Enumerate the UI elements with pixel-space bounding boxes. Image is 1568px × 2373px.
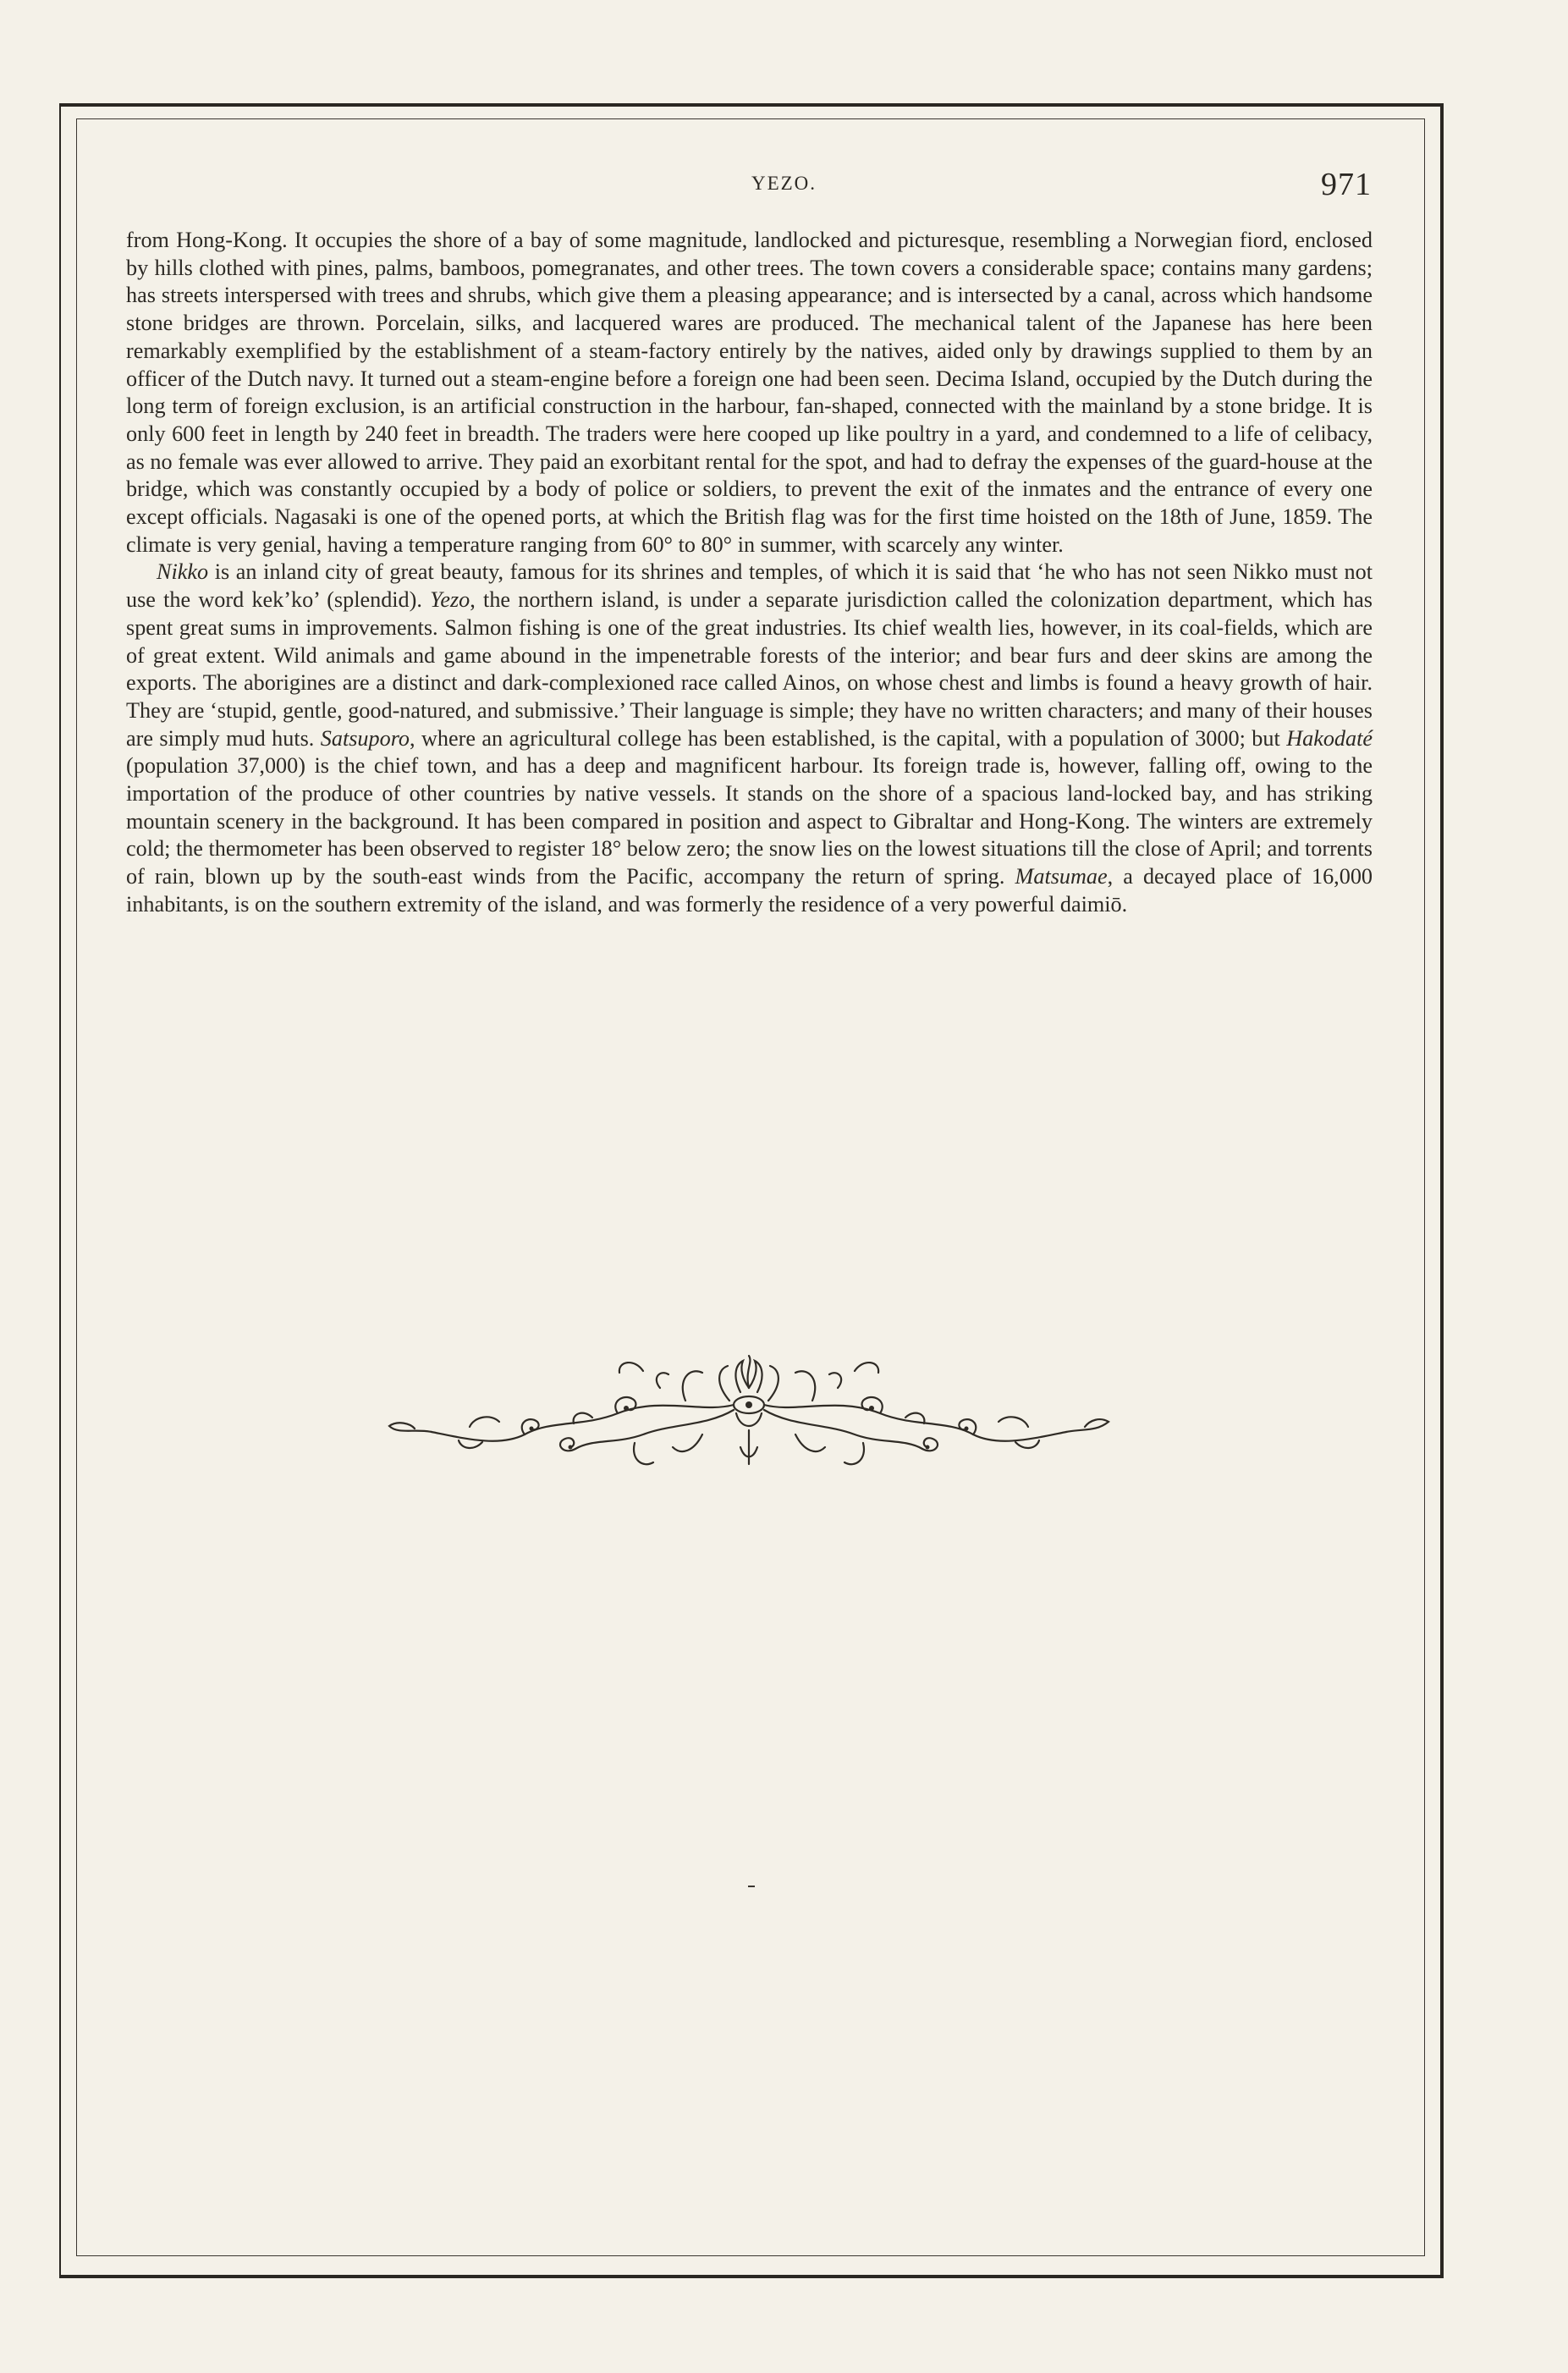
decorative-ornament-icon [381, 1354, 1117, 1481]
text-segment: , a decayed place of 16,000 inhabitants, is on the southern extremity of the island, and was formerly the residence of a very powerful daimiō. [126, 864, 1373, 917]
running-head: YEZO. [751, 173, 817, 194]
page-number: 971 [1321, 167, 1372, 202]
text-segment: , where an agricultural college has been established, is the capital, with a population of 3000; but [410, 725, 1287, 751]
term-nikko: Nikko [157, 559, 209, 585]
term-yezo: Yezo [430, 587, 470, 613]
page-mark [748, 1886, 755, 1887]
paragraph-nagasaki [126, 227, 1373, 559]
text-segment: , the northern island, is under a separate jurisdiction called the colonization department, which has spent great sums in improvements. Salmon fishing is one of the great industries. Its chief wealth lies, however, in its coal-fields, which are of great extent. Wild animals and game abound in the impenetrable forests of the interior; and bear furs and deer skins are among the exports. The aborigines are a distinct and dark-complexioned race called Ainos, on whose chest and limbs is found a heavy growth of hair. They are ‘stupid, gentle, good-natured, and submissive.’ Their language is simple; they have no written characters; and many of their houses are simply mud huts. [126, 587, 1373, 751]
term-satsuporo: Satsuporo [320, 725, 410, 751]
text-segment: (population 37,000) is the chief town, and has a deep and magnificent harbour. Its foreign trade is, however, falling off, owing to the importation of the produce of other countries by native vessels. It stands on the shore of a spacious land-locked bay, and has striking mountain scenery in the background. It has been compared in position and aspect to Gibraltar and Hong-Kong. The winters are extremely cold; the thermometer has been observed to register 18° below zero; the snow lies on the lowest situations till the close of April; and torrents of rain, blown up by the south-east winds from the Pacific, accompany the return of spring. [126, 753, 1373, 889]
term-hakodate: Hakodaté [1286, 725, 1373, 751]
text-segment: is an inland city of great beauty, famous for its shrines and temples, of which it is said that ‘he who has not seen Nikko must not use the word kek’ko’ (splendid). [126, 559, 1373, 613]
paragraph-nikko-yezo [126, 559, 1373, 918]
body-text [126, 227, 1373, 919]
paragraph-nagasaki-text: from Hong-Kong. It occupies the shore of a bay of some magnitude, landlocked and picturesque, resembling a Norwegian fiord, enclosed by hills clothed with pines, palms, bamboos, pomegranates, and other trees. The town covers a considerable space; contains many gardens; has streets interspersed with trees and shrubs, which give them a pleasing appearance; and is intersected by a canal, across which handsome stone bridges are thrown. Porcelain, silks, and lacquered wares are produced. The mechanical talent of the Japanese has here been remarkably exemplified by the establishment of a steam-factory entirely by the natives, aided only by drawings supplied to them by an officer of the Dutch navy. It turned out a steam-engine before a foreign one had been seen. Decima Island, occupied by the Dutch during the long term of foreign exclusion, is an artificial construction in the harbour, fan-shaped, connected with the mainland by a stone bridge. It is only 600 feet in length by 240 feet in breadth. The traders were here cooped up like poultry in a yard, and condemned to a life of celibacy, as no female was ever allowed to arrive. They paid an exorbitant rental for the spot, and had to defray the expenses of the guard-house at the bridge, which was constantly occupied by a body of police or soldiers, to prevent the exit of the inmates and the entrance of every one except officials. Nagasaki is one of the opened ports, at which the British flag was for the first time hoisted on the 18th of June, 1859. The climate is very genial, having a temperature ranging from 60° to 80° in summer, with scarcely any winter. [126, 228, 1373, 557]
term-matsumae: Matsumae [1015, 864, 1108, 889]
